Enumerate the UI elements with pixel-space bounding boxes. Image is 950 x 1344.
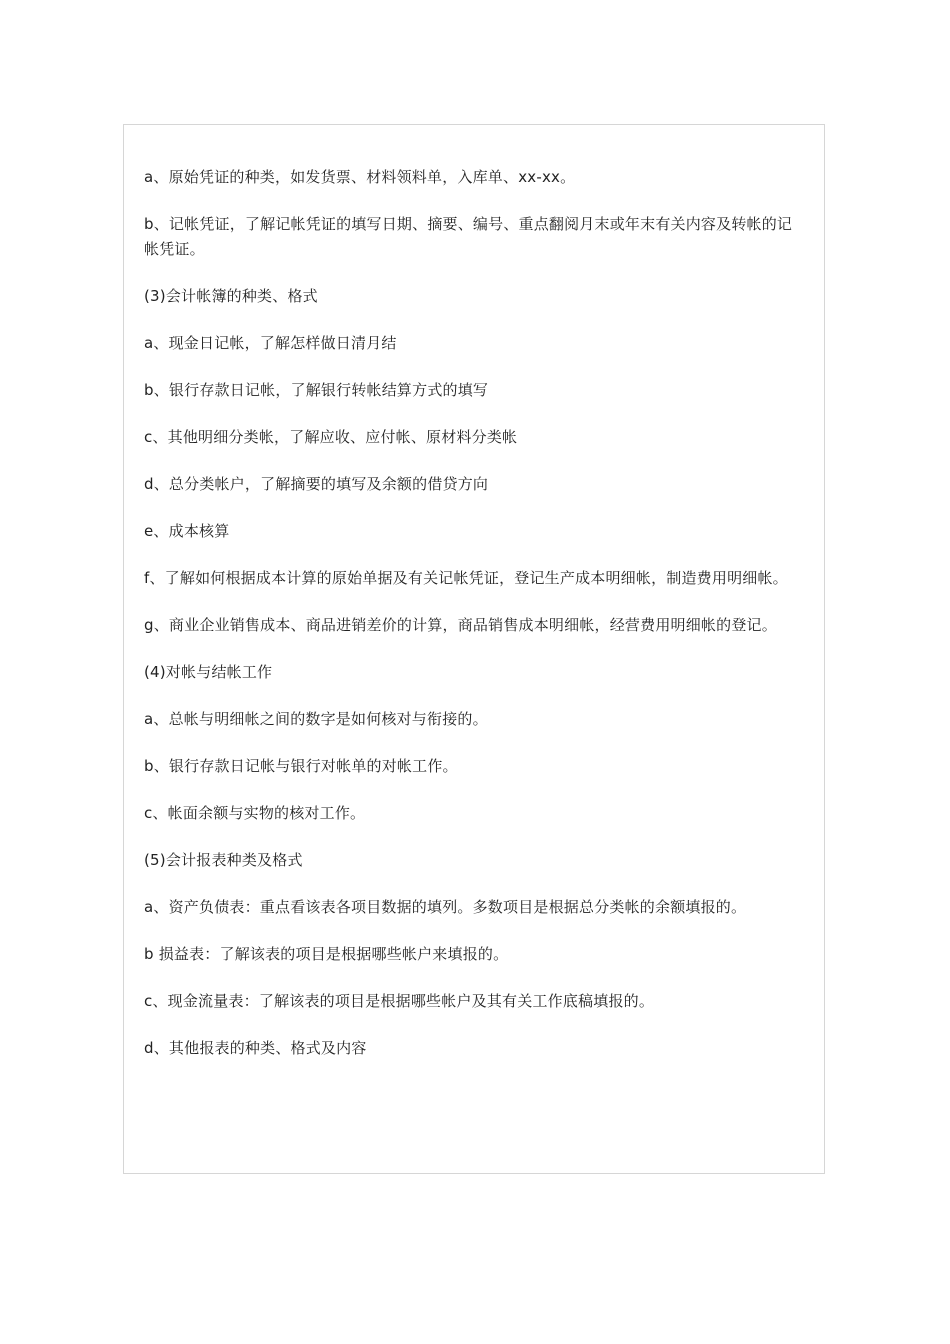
paragraph: a、现金日记帐，了解怎样做日清月结	[144, 334, 397, 352]
paragraph: b、银行存款日记帐，了解银行转帐结算方式的填写	[144, 381, 489, 399]
paragraph: a、原始凭证的种类，如发货票、材料领料单，入库单、xx-xx。	[144, 168, 576, 186]
paragraph: c、帐面余额与实物的核对工作。	[144, 804, 366, 822]
paragraph: d、总分类帐户，了解摘要的填写及余额的借贷方向	[144, 475, 489, 493]
paragraph: d、其他报表的种类、格式及内容	[144, 1039, 367, 1057]
paragraph: b、记帐凭证，了解记帐凭证的填写日期、摘要、编号、重点翻阅月末或年末有关内容及转帐的记帐凭证。	[144, 215, 793, 258]
paragraph: g、商业企业销售成本、商品进销差价的计算，商品销售成本明细帐，经营费用明细帐的登记。	[144, 616, 777, 634]
section-heading: (3)会计帐簿的种类、格式	[144, 287, 318, 305]
paragraph: b 损益表：了解该表的项目是根据哪些帐户来填报的。	[144, 945, 509, 963]
paragraph: b、银行存款日记帐与银行对帐单的对帐工作。	[144, 757, 458, 775]
section-heading: (5)会计报表种类及格式	[144, 851, 303, 869]
document-frame	[123, 124, 825, 1174]
paragraph: a、总帐与明细帐之间的数字是如何核对与衔接的。	[144, 710, 488, 728]
section-heading: (4)对帐与结帐工作	[144, 663, 273, 681]
paragraph: c、现金流量表：了解该表的项目是根据哪些帐户及其有关工作底稿填报的。	[144, 992, 655, 1010]
paragraph: a、资产负债表：重点看该表各项目数据的填列。多数项目是根据总分类帐的余额填报的。	[144, 898, 747, 916]
paragraph: c、其他明细分类帐，了解应收、应付帐、原材料分类帐	[144, 428, 518, 446]
paragraph: e、成本核算	[144, 522, 230, 540]
paragraph: f、了解如何根据成本计算的原始单据及有关记帐凭证，登记生产成本明细帐，制造费用明细帐。	[144, 569, 788, 587]
